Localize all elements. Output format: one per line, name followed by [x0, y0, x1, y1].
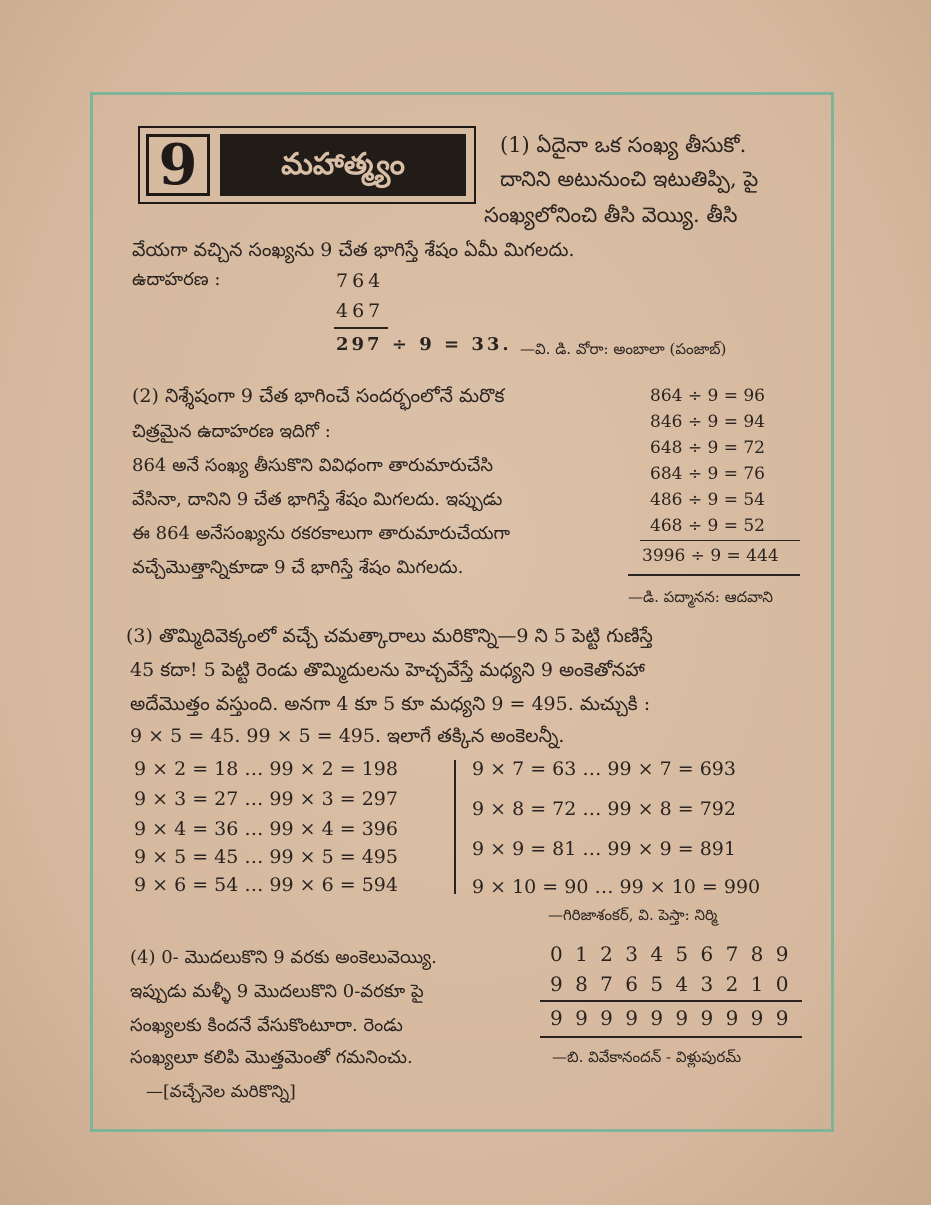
s3-line4: 9 × 5 = 45. 99 × 5 = 495. ఇలాగే తక్కిన అంకెలన్నీ. [130, 725, 565, 747]
s4-line3: సంఖ్యలకు కిందనే వేసుకొంటూరా. రెండు [130, 1015, 403, 1036]
s2-credit: —డి. పద్మానన: ఆదవాని [628, 588, 773, 606]
s2-total-rule [628, 574, 800, 576]
s1-line1: (1) ఏదైనా ఒక సంఖ్య తీసుకో. [500, 133, 747, 157]
example-number-1: 764 [336, 270, 385, 292]
badge-number: 9 [146, 134, 210, 196]
s4-sum-rule [540, 1000, 802, 1002]
s2-line3: 864 అనే సంఖ్య తీసుకొని వివిధంగా తారుమారుచేసి [132, 455, 494, 476]
example-label: ఉదాహరణ : [132, 269, 221, 290]
digits-row-descending: 9 8 7 6 5 4 3 2 1 0 [550, 972, 792, 996]
mult-row-right: 9 × 7 = 63 … 99 × 7 = 693 [472, 758, 736, 780]
badge-title: మహాత్మ్యం [220, 134, 466, 196]
s4-line1: (4) 0- మొదలుకొని 9 వరకు అంకెలువెయ్యి. [130, 947, 437, 968]
title-badge [138, 126, 476, 204]
s3-line3: అదేమొత్తం వస్తుంది. అనగా 4 కూ 5 కూ మధ్యని 9 = 495. మచ్చుకి : [130, 693, 651, 715]
division-row: 864 ÷ 9 = 96 [650, 386, 765, 406]
s3-credit: —గిరిజాశంకర్, వి. పెస్తా: నిర్మి [548, 906, 718, 924]
s3-line2: 45 కదా! 5 పెట్టి రెండు తొమ్మిదులను హెచ్చవేస్తే మధ్యని 9 అంకెతోనహా [130, 659, 645, 681]
s4-credit: —బి. వివేకానందన్ - విళ్లుపురమ్ [552, 1048, 742, 1066]
s4-line4: సంఖ్యలూ కలిపి మొత్తమెంతో గమనించు. [130, 1047, 413, 1068]
s1-line3: సంఖ్యలోనించి తీసి వెయ్యి. తీసి [484, 203, 738, 227]
s4-line2: ఇప్పుడు మళ్ళీ 9 మొదలుకొని 0-వరకూ పై [130, 981, 424, 1002]
mult-row-left: 9 × 3 = 27 … 99 × 3 = 297 [134, 788, 398, 810]
s1-line4: వేయగా వచ్చిన సంఖ్యను 9 చేత భాగిస్తే శేషం ఏమీ మిగలదు. [132, 239, 575, 261]
s2-line5: ఈ 864 అనేసంఖ్యను రకరకాలుగా తారుమారుచేయగా [132, 523, 511, 544]
s1-result: 297 ÷ 9 = 33. [336, 334, 512, 355]
s3-line1: (3) తొమ్మిదివెక్కంలో వచ్చే చమత్కారాలు మరికొన్ని—9 ని 5 పెట్టి గుణిస్తే [126, 625, 653, 647]
division-row: 648 ÷ 9 = 72 [650, 438, 765, 458]
s2-line1: (2) నిశ్శేషంగా 9 చేత భాగించే సందర్భంలోనే మరొక [132, 385, 505, 407]
mult-row-left: 9 × 2 = 18 … 99 × 2 = 198 [134, 758, 398, 780]
s1-line2: దానిని అటునుంచి ఇటుతిప్పి, పై [500, 167, 759, 191]
division-row: 684 ÷ 9 = 76 [650, 464, 765, 484]
division-row: 486 ÷ 9 = 54 [650, 490, 765, 510]
s3-column-divider [454, 760, 456, 894]
mult-row-right: 9 × 10 = 90 … 99 × 10 = 990 [472, 876, 761, 898]
digits-row-ascending: 0 1 2 3 4 5 6 7 8 9 [550, 942, 792, 966]
s4-total-rule [540, 1036, 802, 1038]
mult-row-left: 9 × 4 = 36 … 99 × 4 = 396 [134, 818, 398, 840]
example-number-2: 467 [336, 300, 385, 322]
s1-credit: —వి. డి. వోరా: అంబాలా (పంజాబ్) [520, 340, 727, 358]
s2-sum-rule [640, 540, 800, 541]
division-total: 3996 ÷ 9 = 444 [642, 546, 779, 566]
mult-row-right: 9 × 8 = 72 … 99 × 8 = 792 [472, 798, 736, 820]
s1-sum-rule [334, 327, 388, 329]
s2-line2: చిత్రమైన ఉదాహరణ ఇదిగో : [132, 421, 331, 442]
digits-row-sum: 9 9 9 9 9 9 9 9 9 9 [550, 1006, 792, 1030]
division-row: 468 ÷ 9 = 52 [650, 516, 765, 536]
continued-note: —[వచ్చేనెల మరికొన్ని] [146, 1082, 296, 1102]
s2-line6: వచ్చేమొత్తాన్నికూడా 9 చే భాగిస్తే శేషం మిగలదు. [132, 557, 464, 578]
s2-line4: వేసినా, దానిని 9 చేత భాగిస్తే శేషం మిగలదు. ఇప్పుడు [132, 489, 503, 510]
mult-row-left: 9 × 6 = 54 … 99 × 6 = 594 [134, 874, 398, 896]
mult-row-right: 9 × 9 = 81 … 99 × 9 = 891 [472, 838, 736, 860]
mult-row-left: 9 × 5 = 45 … 99 × 5 = 495 [134, 846, 398, 868]
division-row: 846 ÷ 9 = 94 [650, 412, 765, 432]
